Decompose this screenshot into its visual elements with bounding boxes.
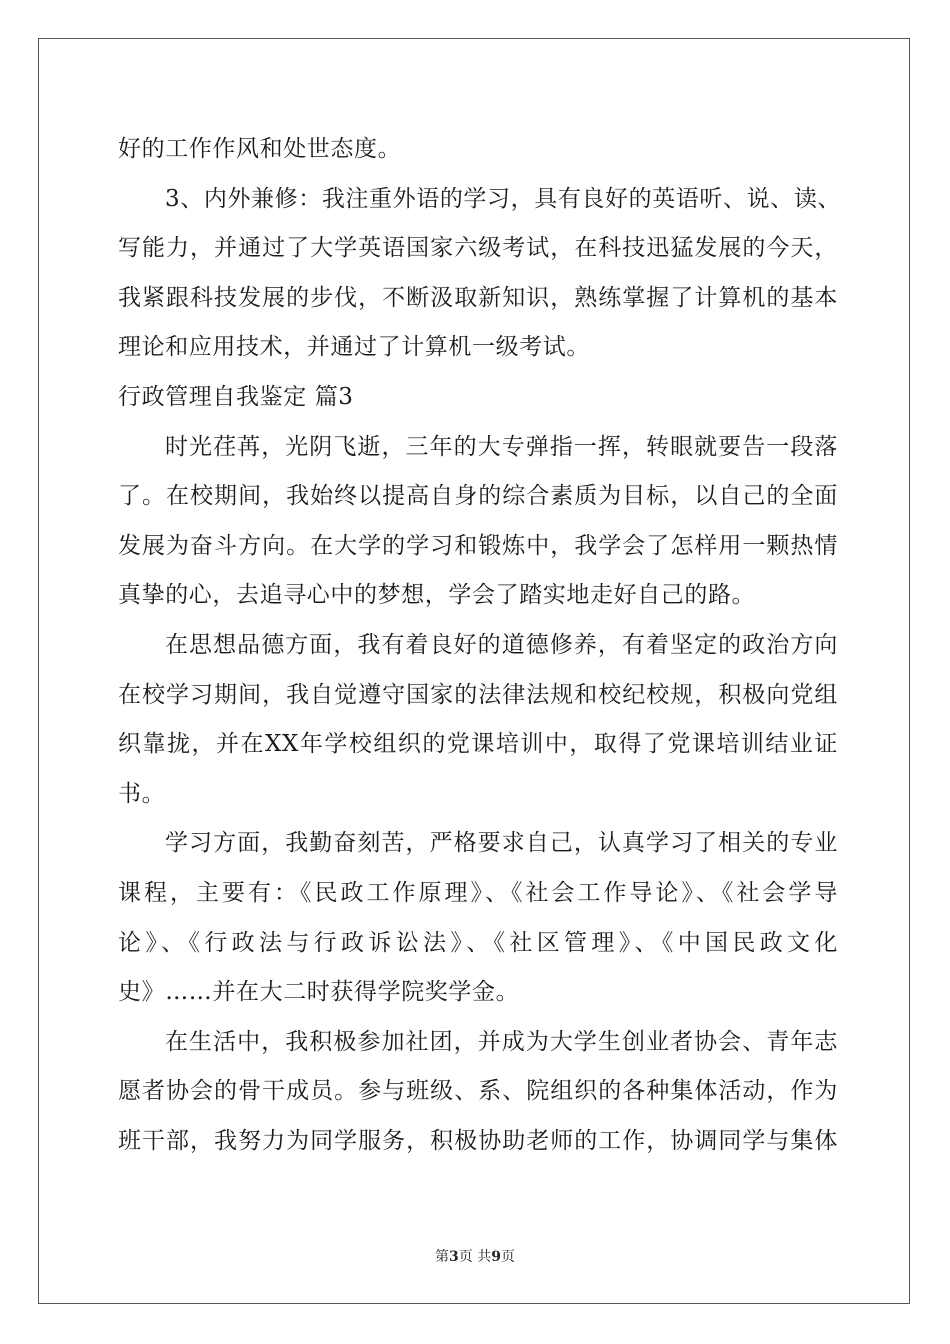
text-line: 好的工作作风和处世态度。 bbox=[118, 136, 402, 162]
text-line: 写能力，并通过了大学英语国家六级考试，在科技迅猛发展的今天， bbox=[118, 235, 838, 262]
text-line: 书。 bbox=[118, 780, 166, 807]
text-line: 论》、《行政法与行政诉讼法》、《社区管理》、《中国民政文化 bbox=[118, 929, 838, 956]
text-line: 学习方面，我勤奋刻苦，严格要求自己，认真学习了相关的专业 bbox=[165, 830, 838, 857]
page-mid: 页 共 bbox=[458, 1249, 492, 1265]
text-line: 愿者协会的骨干成员。参与班级、系、院组织的各种集体活动，作为 bbox=[118, 1078, 838, 1105]
page-prefix: 第 bbox=[435, 1249, 450, 1265]
text-line: 发展为奋斗方向。在大学的学习和锻炼中，我学会了怎样用一颗热情 bbox=[118, 532, 838, 559]
text-line: 课程，主要有：《民政工作原理》、《社会工作导论》、《社会学导 bbox=[118, 879, 838, 906]
total-pages-number: 9 bbox=[491, 1249, 501, 1265]
section-heading: 行政管理自我鉴定 篇3 bbox=[118, 383, 354, 410]
document-body bbox=[118, 125, 842, 1166]
text-line: 在校学习期间，我自觉遵守国家的法律法规和校纪校规，积极向党组 bbox=[118, 681, 838, 708]
text-line: 理论和应用技术，并通过了计算机一级考试。 bbox=[118, 334, 590, 361]
text-line: 了。在校期间，我始终以提高自身的综合素质为目标，以自己的全面 bbox=[118, 483, 838, 510]
current-page-number: 3 bbox=[449, 1249, 459, 1265]
text-line: 3、内外兼修：我注重外语的学习，具有良好的英语听、说、读、 bbox=[165, 185, 842, 212]
text-line: 班干部，我努力为同学服务，积极协助老师的工作，协调同学与集体 bbox=[118, 1127, 838, 1154]
text-line: 史》……并在大二时获得学院奖学金。 bbox=[118, 979, 520, 1006]
page-suffix: 页 bbox=[500, 1249, 515, 1265]
text-line: 织靠拢，并在XX年学校组织的党课培训中，取得了党课培训结业证 bbox=[118, 731, 838, 758]
text-line: 我紧跟科技发展的步伐，不断汲取新知识，熟练掌握了计算机的基本 bbox=[118, 284, 838, 311]
page-footer bbox=[0, 1246, 950, 1266]
text-line: 真挚的心，去追寻心中的梦想，学会了踏实地走好自己的路。 bbox=[118, 582, 756, 609]
text-line: 时光荏苒，光阴飞逝，三年的大专弹指一挥，转眼就要告一段落 bbox=[165, 433, 838, 460]
text-line: 在思想品德方面，我有着良好的道德修养，有着坚定的政治方向 bbox=[165, 631, 838, 658]
text-line: 在生活中，我积极参加社团，并成为大学生创业者协会、青年志 bbox=[165, 1028, 838, 1055]
